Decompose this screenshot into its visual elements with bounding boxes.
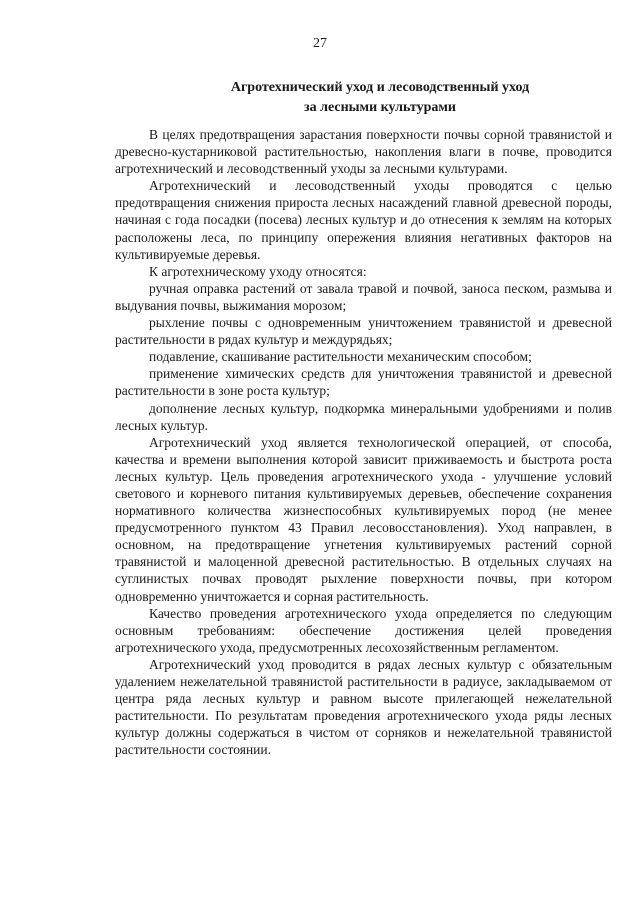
page-number: 27 [313, 36, 327, 51]
paragraph: К агротехническому уходу относятся: [149, 263, 367, 279]
paragraph: Агротехнический уход является технологической операцией, от способа, качества и времени выполнения которой зависит приживаемость и быстрота роста лесных культур. Цель проведения агротехнического ухода - улучшение условий светового и корневого питания культивируемых деревьев, обеспечение сохранения нормативного количества жизнеспособных культивируемых пород (не менее предусмотренного пунктом 43 Правил лесовосстановления). Уход направлен, в основном, на предотвращение угнетения культивируемых растений сорной травянистой и малоценной древесной растительностью. В отдельных случаях на суглинистых почвах проводят рыхление поверхности почвы, при котором одновременно уничтожается и сорная растительность. [115, 434, 612, 604]
paragraph: Агротехнический уход проводится в рядах лесных культур с обязательным удалением нежелательной травянистой растительности в радиусе, закладываемом от центра ряда лесных культур и равном высоте прилегающей нежелательной растительности. По результатам проведения агротехнического ухода ряды лесных культур должны содержаться в чистом от сорняков и нежелательной травянистой растительности состоянии. [115, 656, 612, 758]
section-title-line-2: за лесными культурами [303, 100, 456, 115]
list-item: рыхление почвы с одновременным уничтожением травянистой и древесной растительности в рядах культур и междурядьях; [115, 315, 612, 348]
paragraph: Качество проведения агротехнического ухода определяется по следующим основным требованиям: обеспечение достижения целей проведения агротехнического ухода, предусмотренных лесохозяйственным регламентом. [115, 605, 612, 655]
paragraph: Агротехнический и лесоводственный уходы проводятся с целью предотвращения снижения прироста лесных насаждений главной древесной породы, начиная с года посадки (посева) лесных культур и до отнесения к землям на которых расположены леса, по принципу опережения влияния негативных факторов на культивируемые деревья. [115, 178, 612, 262]
section-title [120, 78, 640, 118]
list-item: ручная оправка растений от завала травой и почвой, заноса песком, размыва и выдувания почвы, выжимания морозом; [115, 280, 612, 313]
list-item: подавление, скашивание растительности механическим способом; [149, 349, 532, 365]
paragraph: В целях предотвращения зарастания поверхности почвы сорной травянистой и древесно-кустарниковой растительностью, накопления влаги в почве, проводится агротехнический и лесоводственный уходы за лесными культурами. [115, 127, 612, 177]
body-text [115, 126, 612, 758]
section-title-line-1: Агротехнический уход и лесоводственный уход [230, 80, 530, 95]
list-item: применение химических средств для уничтожения травянистой и древесной растительности в зоне роста культур; [115, 366, 612, 399]
list-item: дополнение лесных культур, подкормка минеральными удобрениями и полив лесных культур. [115, 400, 612, 433]
